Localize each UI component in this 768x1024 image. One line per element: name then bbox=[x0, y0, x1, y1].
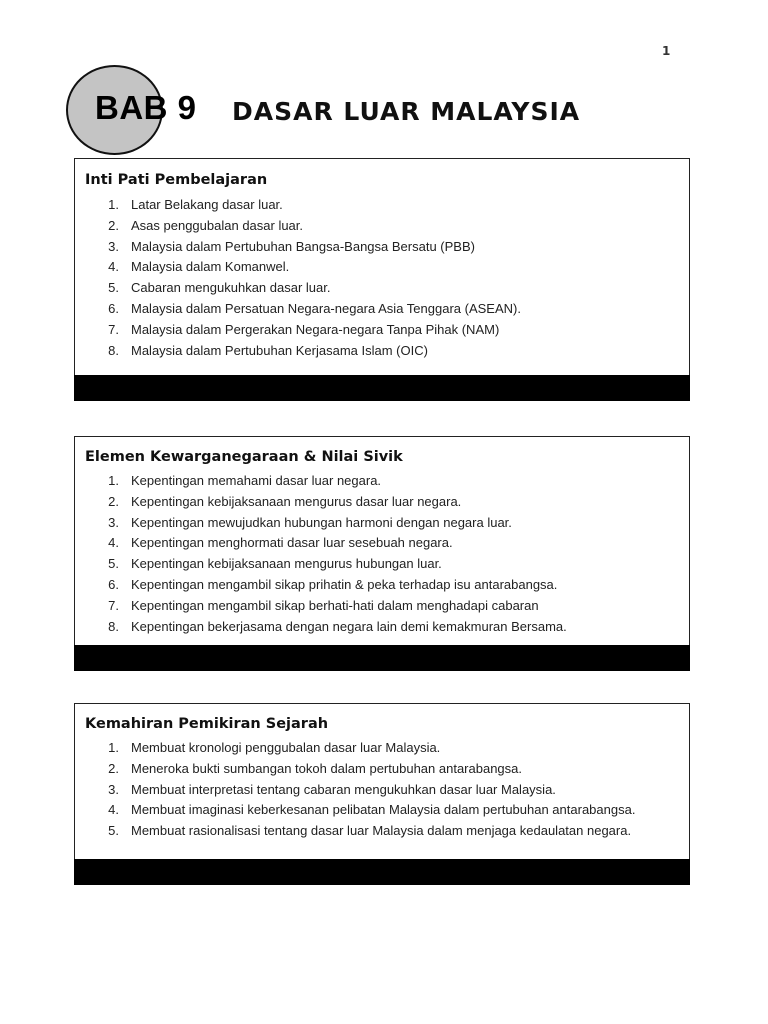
item-number: 7. bbox=[108, 321, 119, 337]
item-text: Kepentingan mewujudkan hubungan harmoni dengan negara luar. bbox=[131, 514, 512, 530]
item-number: 1. bbox=[108, 740, 119, 755]
item-number: 5. bbox=[108, 556, 119, 572]
section-footer-bar bbox=[74, 859, 690, 885]
item-text: Membuat kronologi penggubalan dasar luar Malaysia. bbox=[131, 740, 441, 755]
item-text: Kepentingan kebijaksanaan mengurus dasar luar negara. bbox=[131, 493, 462, 509]
item-number: 1. bbox=[108, 197, 119, 212]
item-text: Malaysia dalam Pertubuhan Kerjasama Islam (OIC) bbox=[131, 342, 428, 358]
item-number: 2. bbox=[108, 760, 119, 776]
item-text: Kepentingan mengambil sikap prihatin & peka terhadap isu antarabangsa. bbox=[131, 576, 558, 592]
item-text: Cabaran mengukuhkan dasar luar. bbox=[131, 280, 331, 296]
item-number: 1. bbox=[108, 473, 119, 488]
section-heading: Kemahiran Pemikiran Sejarah bbox=[85, 716, 329, 732]
item-number: 2. bbox=[108, 493, 119, 509]
item-number: 3. bbox=[108, 238, 119, 254]
section-footer-bar bbox=[74, 375, 690, 401]
item-text: Asas penggubalan dasar luar. bbox=[131, 217, 304, 233]
item-number: 5. bbox=[108, 823, 119, 839]
item-number: 4. bbox=[108, 259, 119, 275]
item-text: Kepentingan memahami dasar luar negara. bbox=[131, 473, 382, 488]
item-number: 3. bbox=[108, 514, 119, 530]
section-footer-bar bbox=[74, 645, 690, 671]
item-text: Latar Belakang dasar luar. bbox=[131, 197, 283, 212]
item-text: Malaysia dalam Pergerakan Negara-negara Tanpa Pihak (NAM) bbox=[131, 321, 500, 337]
item-number: 6. bbox=[108, 300, 119, 316]
item-number: 2. bbox=[108, 217, 119, 233]
chapter-title: DASAR LUAR MALAYSIA bbox=[232, 97, 581, 126]
item-text: Malaysia dalam Pertubuhan Bangsa-Bangsa Bersatu (PBB) bbox=[131, 238, 475, 254]
item-text: Kepentingan kebijaksanaan mengurus hubungan luar. bbox=[131, 556, 442, 572]
section-heading: Inti Pati Pembelajaran bbox=[85, 172, 268, 188]
item-number: 5. bbox=[108, 280, 119, 296]
item-text: Membuat interpretasi tentang cabaran mengukuhkan dasar luar Malaysia. bbox=[131, 781, 556, 797]
item-text: Membuat imaginasi keberkesanan pelibatan Malaysia dalam pertubuhan antarabangsa. bbox=[131, 802, 636, 818]
item-number: 4. bbox=[108, 535, 119, 551]
page-number: 1 bbox=[662, 44, 671, 58]
section-box-inti-pati bbox=[74, 158, 690, 401]
item-text: Membuat rasionalisasi tentang dasar luar Malaysia dalam menjaga kedaulatan negara. bbox=[131, 823, 632, 839]
section-heading: Elemen Kewarganegaraan & Nilai Sivik bbox=[85, 449, 403, 465]
item-text: Meneroka bukti sumbangan tokoh dalam pertubuhan antarabangsa. bbox=[131, 760, 522, 776]
item-number: 7. bbox=[108, 597, 119, 613]
chapter-label: BAB 9 bbox=[95, 89, 197, 126]
item-text: Kepentingan menghormati dasar luar sesebuah negara. bbox=[131, 535, 453, 551]
item-text: Malaysia dalam Persatuan Negara-negara Asia Tenggara (ASEAN). bbox=[131, 300, 521, 316]
item-text: Kepentingan mengambil sikap berhati-hati dalam menghadapi cabaran bbox=[131, 597, 539, 613]
section-box-kemahiran-pemikiran bbox=[74, 703, 690, 885]
item-number: 8. bbox=[108, 618, 119, 634]
item-text: Malaysia dalam Komanwel. bbox=[131, 259, 290, 275]
item-number: 8. bbox=[108, 342, 119, 358]
section-box-elemen-kewarganegaraan bbox=[74, 436, 690, 671]
item-number: 3. bbox=[108, 781, 119, 797]
item-number: 4. bbox=[108, 802, 119, 818]
item-text: Kepentingan bekerjasama dengan negara lain demi kemakmuran Bersama. bbox=[131, 618, 567, 634]
item-number: 6. bbox=[108, 576, 119, 592]
